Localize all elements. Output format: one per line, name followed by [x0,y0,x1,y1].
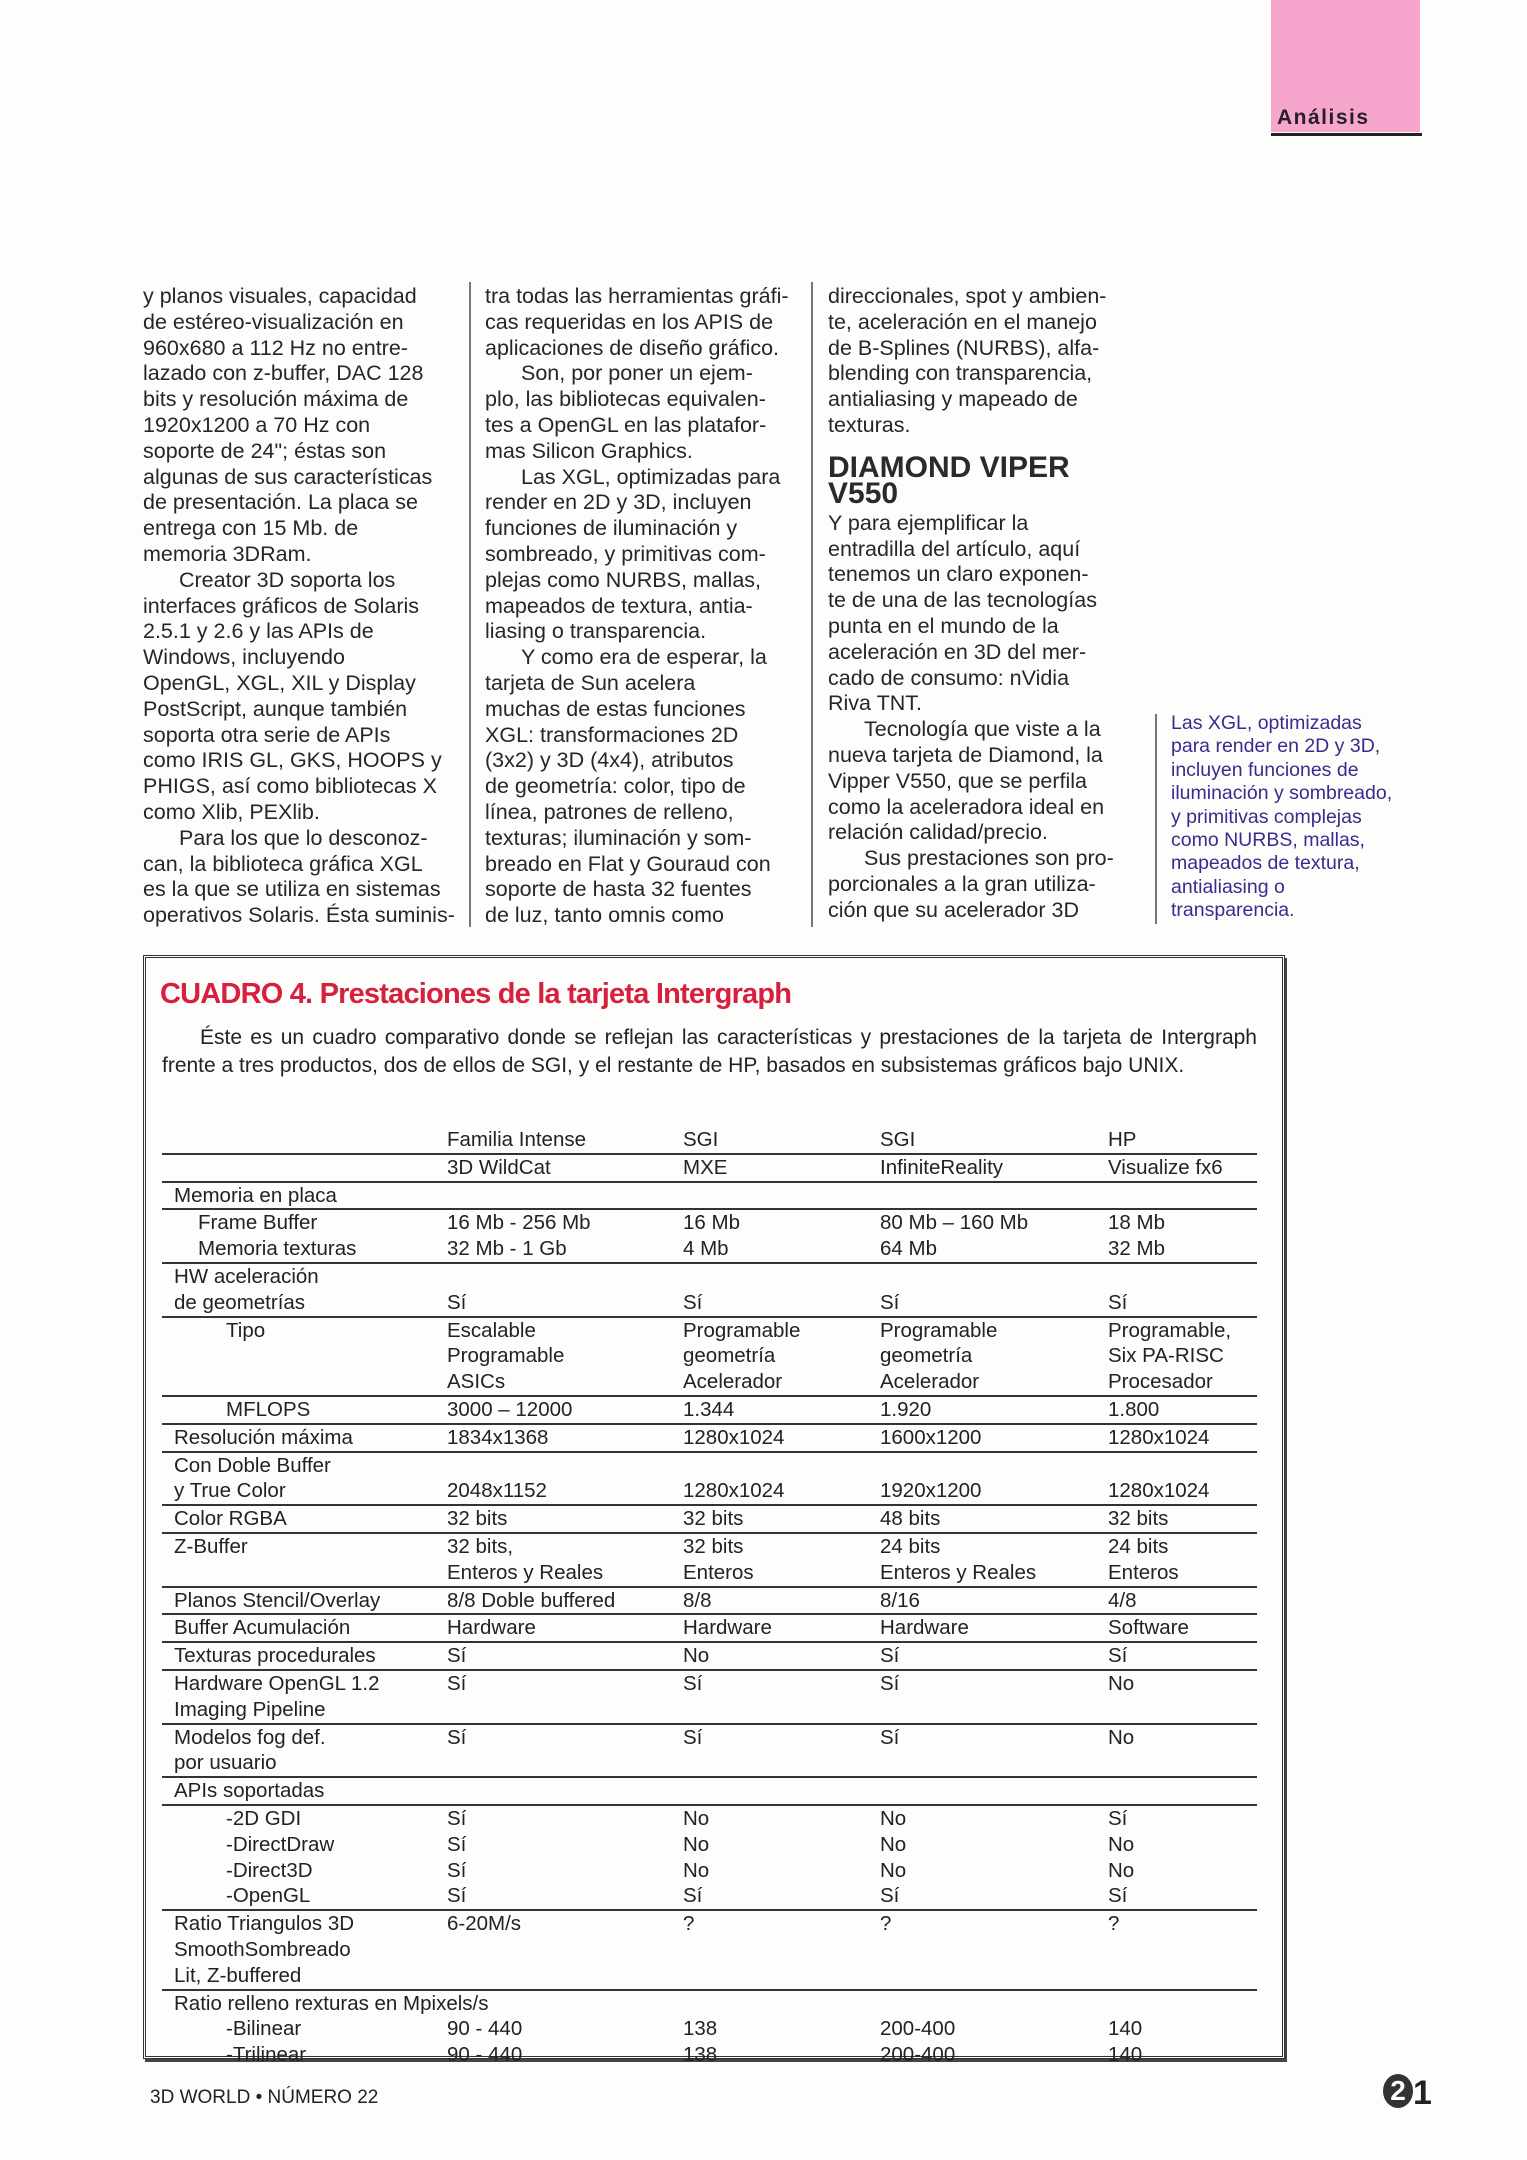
text-line: Sus prestaciones son pro- [864,846,1114,871]
text-line: (3x2) y 3D (4x4), atributos [485,748,734,773]
text-line: de presentación. La placa se [143,490,418,515]
table-cell: 80 Mb – 160 Mb 64 Mb [880,1211,1029,1261]
table-row [162,2016,1257,2068]
text-line: 960x680 a 112 Hz no entre- [143,335,408,360]
table-cell: No No No Sí [880,1806,907,1908]
text-line: de B-Splines (NURBS), alfa- [828,335,1100,360]
text-line: PHIGS, así como bibliotecas X [143,774,437,799]
table-cell: Visualize fx6 [1108,1155,1223,1179]
text-line: entradilla del artículo, aquí [828,536,1081,561]
table-row [162,1264,1257,1318]
text-line: aplicaciones de diseño gráfico. [485,335,780,360]
table-cell [1108,1183,1257,1209]
text-line: texturas. [828,412,911,437]
row-label: Ratio relleno rexturas en Mpixels/s [174,1991,489,2015]
text-line: tes a OpenGL en las platafor- [485,412,767,437]
page-digit-circled: 2 [1383,2074,1413,2108]
row-label: Planos Stencil/Overlay [174,1588,381,1612]
row-label: Texturas procedurales [174,1644,376,1668]
table-row [162,1725,1257,1779]
pull-quote-line: incluyen funciones de [1171,758,1359,781]
pull-quote-line: como NURBS, mallas, [1171,829,1365,852]
table-row [162,1671,1257,1725]
text-line: blending con transparencia, [828,361,1093,386]
table-cell [683,1778,880,1804]
row-label: -2D GDI -DirectDraw -Direct3D -OpenGL [226,1806,335,1908]
row-label: -Bilinear -Trilinear [226,2017,307,2067]
section-label: Análisis [1277,106,1370,129]
text-line: te, aceleración en el manejo [828,309,1097,334]
table-cell: InfiniteReality [880,1155,1004,1179]
text-line: como la aceleradora ideal en [828,794,1105,819]
row-label: Memoria en placa [174,1183,337,1207]
table-cell: 1280x1024 [1108,1425,1210,1449]
table-cell [880,1778,1108,1804]
table-cell: 3000 – 12000 [447,1397,573,1421]
table-row [162,1506,1257,1534]
article-column-1 [143,284,463,929]
table-cell: Sí [880,1671,900,1695]
table-row [162,1453,1257,1507]
text-line: línea, patrones de relleno, [485,799,734,824]
table-cell: 24 bits Enteros [1108,1534,1179,1584]
row-label: Resolución máxima [174,1425,353,1449]
page-number [1383,2074,1432,2113]
table-row [162,1643,1257,1671]
text-line: operativos Solaris. Ésta suminis- [143,903,455,928]
table-cell: SGI [683,1128,719,1151]
row-label: Color RGBA [174,1507,287,1531]
table-cell: Sí [447,1644,467,1668]
text-line: antialiasing y mapeado de [828,387,1078,412]
text-line: plejas como NURBS, mallas, [485,567,762,592]
pull-quote [1171,712,1416,923]
text-line: nueva tarjeta de Diamond, la [828,742,1103,767]
text-line: Creator 3D soporta los [179,567,396,592]
text-line: memoria 3DRam. [143,541,312,566]
text-line: entrega con 15 Mb. de [143,516,359,541]
table-row [162,1210,1257,1264]
text-line: como Xlib, PEXlib. [143,799,320,824]
table-cell [1108,1778,1257,1804]
row-label [162,1127,447,1153]
publication-footer: 3D WORLD • NÚMERO 22 [150,2087,379,2108]
table-cell: ? [880,1912,892,1936]
text-line: PostScript, aunque también [143,696,408,721]
table-row [162,1397,1257,1425]
text-line: ción que su acelerador 3D [828,897,1079,922]
section-rule [1271,133,1422,136]
table-cell: 32 bits [1108,1507,1169,1531]
table-cell: Sí [683,1290,703,1314]
text-line: sombreado, y primitivas com- [485,541,766,566]
row-label: Z-Buffer [174,1534,248,1558]
table-cell: 1.800 [1108,1397,1160,1421]
table-cell: Familia Intense [447,1128,587,1151]
text-line: de geometría: color, tipo de [485,774,746,799]
page-digit: 1 [1413,2074,1432,2112]
table-cell: 2048x1152 [447,1479,547,1503]
table-row [162,1318,1257,1397]
text-line: aceleración en 3D del mer- [828,639,1087,664]
table-row [162,1911,1257,1990]
row-label: Tipo [226,1318,266,1342]
text-line: Las XGL, optimizadas para [521,464,781,489]
table-cell: 6-20M/s [447,1912,522,1936]
table-cell: 1.920 [880,1397,932,1421]
table-cell: Sí Sí Sí Sí [447,1806,467,1908]
text-line: de luz, tanto omnis como [485,903,725,928]
column-divider [469,282,471,927]
table-cell: 16 Mb 4 Mb [683,1211,740,1261]
table-cell: Hardware [683,1616,772,1640]
section-heading: DIAMOND VIPER V550 [828,450,1070,510]
table-cell: Sí No No Sí [1108,1806,1135,1908]
text-line: render en 2D y 3D, incluyen [485,490,752,515]
column-divider [811,282,813,927]
table-cell: Sí [880,1290,900,1314]
text-line: mas Silicon Graphics. [485,438,693,463]
text-line: soporta otra serie de APIs [143,722,391,747]
text-line: breado en Flat y Gouraud con [485,851,771,876]
row-label: Con Doble Buffer y True Color [174,1453,331,1503]
text-line: Y como era de esperar, la [521,645,767,670]
row-label: MFLOPS [226,1397,311,1421]
table-cell: 1.344 [683,1397,735,1421]
table-cell: 8/8 Doble buffered [447,1588,616,1612]
article-column-3 [828,284,1143,924]
row-label: Buffer Acumulación [174,1616,351,1640]
text-line: punta en el mundo de la [828,613,1059,638]
row-label: Modelos fog def. por usuario [174,1725,326,1775]
text-line: es la que se utiliza en sistemas [143,877,441,902]
table-row [162,1991,1257,2017]
table-cell: 1280x1024 [683,1479,785,1503]
article-column-2 [485,284,800,929]
table-cell: 16 Mb - 256 Mb 32 Mb - 1 Gb [447,1211,591,1261]
table-cell [683,1183,880,1209]
row-label: Frame Buffer Memoria texturas [198,1211,357,1261]
text-line: muchas de estas funciones [485,696,746,721]
text-line: relación calidad/precio. [828,820,1048,845]
table-cell: 140 140 [1108,2017,1143,2067]
table-cell: Sí [1108,1290,1128,1314]
text-line: texturas; iluminación y som- [485,825,752,850]
text-line: Son, por poner un ejem- [521,361,753,386]
text-line: tarjeta de Sun acelera [485,670,696,695]
text-line: cas requeridas en los APIS de [485,309,774,334]
table-cell: Sí [447,1290,467,1314]
table-cell: No No No Sí [683,1806,710,1908]
table-row [162,1127,1257,1155]
table-cell: No [1108,1671,1135,1695]
table-cell [447,1183,683,1209]
table-cell: No [1108,1725,1135,1749]
table-cell: Escalable Programable ASICs [447,1318,565,1394]
table-cell: 1920x1200 [880,1479,982,1503]
text-line: interfaces gráficos de Solaris [143,593,420,618]
pull-quote-line: mapeados de textura, [1171,852,1360,875]
text-line: 1920x1200 a 70 Hz con [143,412,371,437]
table-cell: 32 bits [683,1507,744,1531]
text-line: Tecnología que viste a la [864,717,1101,742]
table-cell [447,1778,683,1804]
text-line: bits y resolución máxima de [143,387,409,412]
text-line: liasing o transparencia. [485,619,707,644]
table-cell: 4/8 [1108,1588,1137,1612]
table-cell: HP [1108,1128,1137,1151]
table-cell: 1280x1024 [1108,1479,1210,1503]
table-cell: Sí [447,1671,467,1695]
comparison-table [162,1127,1257,2068]
row-label: HW aceleración de geometrías [174,1264,319,1314]
table-row [162,1588,1257,1616]
table-cell: Programable, Six PA-RISC Procesador [1108,1318,1232,1394]
table-row [162,1534,1257,1588]
text-line: Riva TNT. [828,691,922,716]
row-label: Hardware OpenGL 1.2 Imaging Pipeline [174,1671,380,1721]
text-line: soporte de hasta 32 fuentes [485,877,752,902]
table-cell: Sí [683,1671,703,1695]
pull-quote-line: y primitivas complejas [1171,805,1362,828]
table-cell: Sí [683,1725,703,1749]
row-label: APIs soportadas [174,1779,325,1803]
table-row [162,1155,1257,1183]
pull-quote-line: para render en 2D y 3D, [1171,735,1381,758]
table-cell: 1280x1024 [683,1425,785,1449]
text-line: can, la biblioteca gráfica XGL [143,851,423,876]
table-row [162,1425,1257,1453]
table-cell: 18 Mb 32 Mb [1108,1211,1165,1261]
pull-quote-line: Las XGL, optimizadas [1171,712,1362,734]
table-cell: SGI [880,1128,916,1151]
table-cell: 48 bits [880,1507,941,1531]
text-line: direccionales, spot y ambien- [828,284,1107,308]
text-line: XGL: transformaciones 2D [485,722,739,747]
text-line: funciones de iluminación y [485,516,738,541]
table-row [162,1778,1257,1806]
table-cell: Sí [880,1644,900,1668]
pull-quote-line: iluminación y sombreado, [1171,782,1393,805]
table-row [162,1615,1257,1643]
table-cell: Software [1108,1616,1189,1640]
table-cell: 32 bits Enteros [683,1534,754,1584]
table-cell: 1834x1368 [447,1425,549,1449]
text-line: y planos visuales, capacidad [143,284,417,308]
text-line: Vipper V550, que se perfila [828,768,1087,793]
pull-quote-line: transparencia. [1171,899,1295,922]
table-cell: 90 - 440 90 - 440 [447,2017,523,2067]
text-line: Windows, incluyendo [143,645,345,670]
table-cell: 138 138 [683,2017,718,2067]
text-line: lazado con z-buffer, DAC 128 [143,361,424,386]
table-cell: Sí [447,1725,467,1749]
table-cell: ? [1108,1912,1120,1936]
text-line: mapeados de textura, antia- [485,593,753,618]
text-line: OpenGL, XGL, XIL y Display [143,670,416,695]
pull-quote-divider [1155,714,1157,924]
table-cell: Hardware [447,1616,536,1640]
pull-quote-line: antialiasing o [1171,875,1285,898]
table-cell [880,1183,1108,1209]
text-line: tra todas las herramientas gráfi- [485,284,789,308]
table-cell: 24 bits Enteros y Reales [880,1534,1037,1584]
text-line: de estéreo-visualización en [143,309,404,334]
table-cell: ? [683,1912,695,1936]
text-line: cado de consumo: nVidia [828,665,1070,690]
text-line: Para los que lo desconoz- [179,825,428,850]
table-cell: 8/8 [683,1588,712,1612]
text-line: plo, las bibliotecas equivalen- [485,387,766,412]
text-line: 2.5.1 y 2.6 y las APIs de [143,619,374,644]
table-row [162,1806,1257,1911]
table-cell: Programable geometría Acelerador [683,1318,801,1394]
text-line: te de una de las tecnologías [828,588,1097,613]
table-cell: 32 bits [447,1507,508,1531]
table-cell: Programable geometría Acelerador [880,1318,998,1394]
text-line: Y para ejemplificar la [828,510,1029,535]
text-line: porcionales a la gran utiliza- [828,871,1096,896]
table-cell: MXE [683,1155,728,1179]
box-intro: Éste es un cuadro comparativo donde se reflejan las características y prestaciones de la tarjeta de Intergraph frente a tres productos, dos de ellos de SGI, y el restante de HP, basados en subsistemas gráficos bajo UNIX. [162,1026,1257,1077]
table-cell: 1600x1200 [880,1425,982,1449]
table-cell: No [683,1644,710,1668]
row-label [162,1155,447,1181]
text-line: como IRIS GL, GKS, HOOPS y [143,748,442,773]
table-cell: 8/16 [880,1588,920,1612]
table-cell: Sí [1108,1644,1128,1668]
table-cell: 3D WildCat [447,1155,551,1179]
table-cell: 32 bits, Enteros y Reales [447,1534,604,1584]
box-title: CUADRO 4. Prestaciones de la tarjeta Intergraph [160,978,792,1010]
table-cell: 200-400 200-400 [880,2017,956,2067]
text-line: algunas de sus características [143,464,433,489]
table-cell: Sí [880,1725,900,1749]
table-row [162,1183,1257,1211]
text-line: tenemos un claro exponen- [828,562,1089,587]
text-line: soporte de 24"; éstas son [143,438,387,463]
row-label: Ratio Triangulos 3D SmoothSombreado Lit, Z-buffered [174,1912,355,1987]
table-cell: Hardware [880,1616,969,1640]
